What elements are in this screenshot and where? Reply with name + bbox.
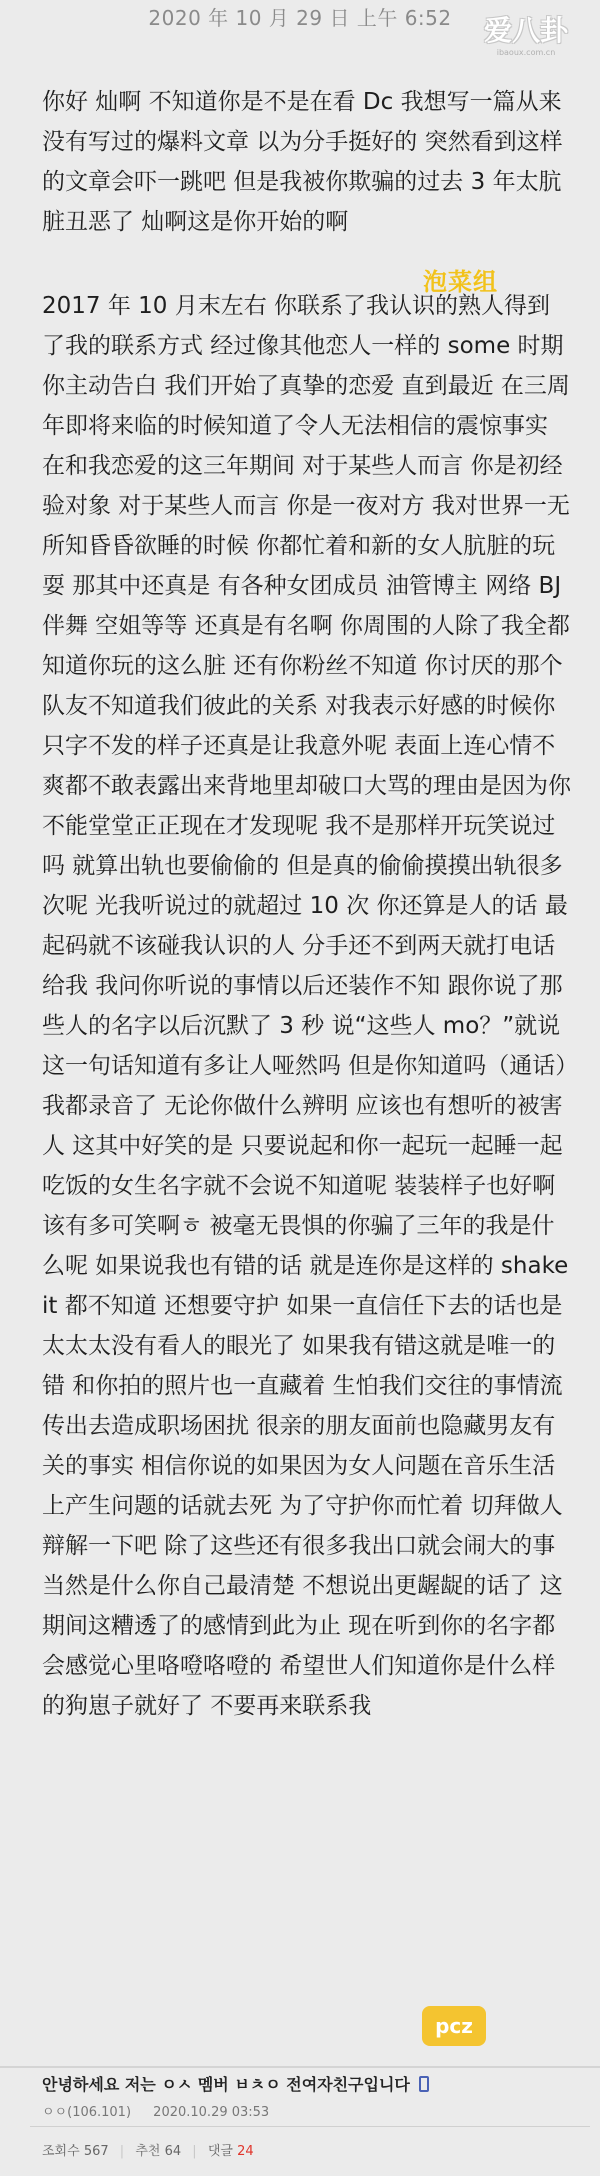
post-author[interactable]: ㅇㅇ(106.101) <box>42 2105 132 2120</box>
logo-text: 爱八卦 <box>483 14 568 47</box>
logo-url: ibaoux.com.cn <box>496 48 556 57</box>
post-article <box>42 82 572 1726</box>
replies-count[interactable]: 24 <box>237 2144 254 2159</box>
watermark-paocai: 泡菜组 <box>423 268 498 296</box>
stats-separator: | <box>192 2144 197 2159</box>
watermark-pcz-badge: pcz <box>422 2006 486 2046</box>
recommend-count: 64 <box>164 2144 182 2159</box>
post-stats <box>42 2140 254 2159</box>
meta-divider <box>30 2126 590 2127</box>
post-datetime: 2020.10.29 03:53 <box>153 2105 270 2120</box>
views-label: 조회수 <box>42 2144 80 2159</box>
article-body-paragraph: 2017 年 10 月末左右 你联系了我认识的熟人得到了我的联系方式 经过像其他恋人一样的 some 时期 你主动告白 我们开始了真挚的恋爱 直到最近 在三周年即将来临的时候知道了令人无法相信的震惊事实 在和我恋爱的这三年期间 对于某些人而言 你是初经验对象 对于某些人而言 你是一夜对方 我对世界一无所知昏昏欲睡的时候 你都忙着和新的女人肮脏的玩耍 那其中还真是 有各种女团成员 油管博主 网络 BJ 伴舞 空姐等等 还真是有名啊 你周围的人除了我全都知道你玩的这么脏 还有你粉丝不知道 你讨厌的那个队友不知道我们彼此的关系 对我表示好感的时候你只字不发的样子还真是让我意外呢 表面上连心情不爽都不敢表露出来背地里却破口大骂的理由是因为你不能堂堂正正现在才发现呢 我不是那样开玩笑说过吗 就算出轨也要偷偷的 但是真的偷偷摸摸出轨很多次呢 光我听说过的就超过 10 次 你还算是人的话 最起码就不该碰我认识的人 分手还不到两天就打电话给我 我问你听说的事情以后还装作不知 跟你说了那些人的名字以后沉默了 3 秒 说“这些人 mo？”就说这一句话知道有多让人哑然吗 但是你知道吗（通话）我都录音了 无论你做什么辨明 应该也有想听的被害人 这其中好笑的是 只要说起和你一起玩一起睡一起吃饭的女生名字就不会说不知道呢 装装样子也好啊 该有多可笑啊ㅎ 被毫无畏惧的你骗了三年的我是什么呢 如果说我也有错的话 就是连你是这样的 shake it 都不知道 还想要守护 如果一直信任下去的话也是太太太没有看人的眼光了 如果我有错这就是唯一的错 和你拍的照片也一直藏着 生怕我们交往的事情流传出去造成职场困扰 很亲的朋友面前也隐藏男友有关的事实 相信你说的如果因为女人问题在音乐生活上产生问题的话就去死 为了守护你而忙着 切拜做人辩解一下吧 除了这些还有很多我出口就会闹大的事 当然是什么你自己最清楚 不想说出更龌龊的话了 这期间这糟透了的感情到此为止 现在听到你的名字都会感觉心里咯噔咯噔的 希望世人们知道你是什么样的狗崽子就好了 不要再来联系我 <box>42 293 571 1719</box>
stats-separator: | <box>119 2144 125 2159</box>
status-bar-time: 2020 年 10 月 29 日 上午 6:52 <box>148 6 452 30</box>
article-intro-paragraph: 你好 灿啊 不知道你是不是在看 Dc 我想写一篇从来没有写过的爆料文章 以为分手挺好的 突然看到这样的文章会吓一跳吧 但是我被你欺骗的过去 3 年太肮脏丑恶了 灿啊这是你开始的啊 <box>42 89 563 235</box>
views-count: 567 <box>83 2144 109 2159</box>
post-title-link[interactable] <box>42 2072 582 2095</box>
mobile-phone-icon <box>419 2076 429 2092</box>
site-logo <box>480 14 572 60</box>
recommend-label: 추천 <box>135 2144 161 2159</box>
section-divider <box>0 2066 600 2068</box>
post-title-text: 안녕하세요 저는 ㅇㅅ 멤버 ㅂㅊㅇ 전여자친구입니다 <box>42 2075 410 2094</box>
post-meta <box>42 2101 287 2120</box>
replies-label[interactable]: 댓글 <box>207 2144 233 2159</box>
